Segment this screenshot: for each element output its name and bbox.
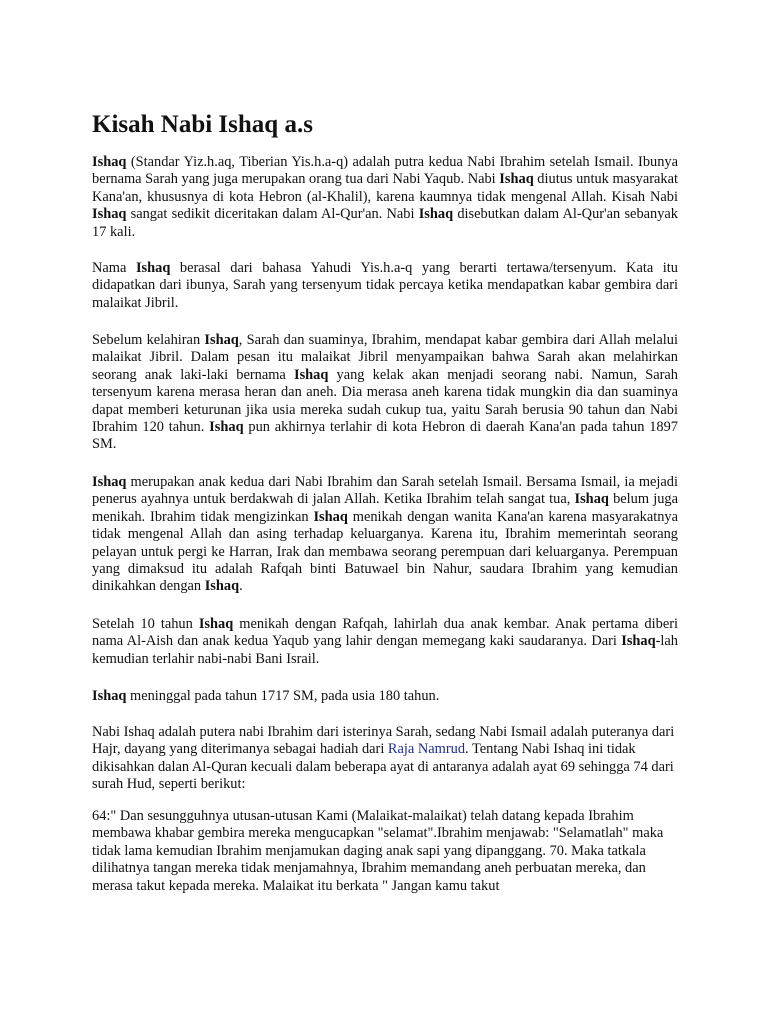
text-run: menikah dengan Rafqah, lahirlah dua anak kembar. Anak pertama diberi nama Al-Aish dan anak kedua Yaqub yang lahir dengan memegang kaki saudaranya. Dari <box>92 616 678 650</box>
bold-term: Ishaq <box>204 578 240 595</box>
text-run: yang kelak akan menjadi seorang nabi. Namun, Sarah tersenyum karena merasa heran dan aneh. Dia merasa aneh karena tidak mungkin dia dan suaminya dapat memberi keturunan jika usia mereka sudah cukup tua, yaitu Sarah berusia 90 tahun dan Nabi Ibrahim 120 tahun. <box>92 366 678 436</box>
paragraph-name-meaning <box>92 260 678 312</box>
text-run: disebutkan dalam Al-Qur'an sebanyak 17 kali. <box>92 206 678 240</box>
text-run: Nabi Ishaq adalah putera nabi Ibrahim dari isterinya Sarah, sedang Nabi Ismail adalah puteranya dari Hajr, dayang yang diterimanya sebagai hadiah dari <box>92 724 675 758</box>
text-run: sangat sedikit diceritakan dalam Al-Qur'an. Nabi <box>126 206 419 223</box>
bold-term: Ishaq <box>313 508 348 525</box>
text-run: belum juga menikah. Ibrahim tidak mengizinkan <box>92 491 678 525</box>
bold-term: Ishaq <box>418 206 454 223</box>
bold-term: Ishaq <box>209 419 244 436</box>
text-run: -lah kemudian terlahir nabi-nabi Bani Israil. <box>92 633 678 667</box>
bold-term: Ishaq <box>92 206 127 223</box>
paragraph-children <box>92 616 678 668</box>
paragraph-intro <box>92 154 678 241</box>
paragraph-marriage <box>92 474 678 596</box>
bold-term: Ishaq <box>198 616 234 632</box>
text-run: . <box>239 578 243 595</box>
text-run: Nama <box>92 260 136 276</box>
bold-term: Ishaq <box>135 260 171 276</box>
paragraph-lineage <box>92 724 678 794</box>
text-run: menikah dengan wanita Kana'an karena masyarakatnya tidak mengenal Allah dan asing terhadap keluarganya. Karena itu, Ibrahim memerintah seorang pelayan untuk pergi ke Harran, Irak dan membawa seorang perempuan dari keluarganya. Perempuan yang dimaksud itu adalah Rafqah binti Batuwael bin Nahur, saudara Ibrahim yang kemudian dinikahkan dengan <box>92 508 678 595</box>
text-run: meninggal pada tahun 1717 SM, pada usia 180 tahun. <box>126 688 440 704</box>
bold-term: Ishaq <box>92 474 127 490</box>
paragraph-quran-quote <box>92 808 678 895</box>
text-run: 64:" Dan sesungguhnya utusan-utusan Kami (Malaikat-malaikat) telah datang kepada Ibrahim membawa khabar gembira mereka mengucapkan "selamat".Ibrahim menjawab: "Selamatlah" maka tidak lama kemudian Ibrahim menjamukan daging anak sapi yang dipanggang. 70. Maka tatkala dilihatnya tangan mereka tidak menjamahnya, Ibrahim memandang aneh perbuatan mereka, dan merasa takut kepada mereka. Malaikat itu berkata " Jangan kamu takut <box>92 808 664 894</box>
text-run: merupakan anak kedua dari Nabi Ibrahim dan Sarah setelah Ismail. Bersama Ismail, ia mejadi penerus ayahnya untuk berdakwah di jalan Allah. Ketika Ibrahim telah sangat tua, <box>92 474 678 508</box>
text-run: , Sarah dan suaminya, Ibrahim, mendapat kabar gembira dari Allah melalui malaikat Jibril. Dalam pesan itu malaikat Jibril menyampaikan bahwa Sarah akan melahirkan seorang anak laki-laki bernama <box>92 332 679 383</box>
text-run: pun akhirnya terlahir di kota Hebron di daerah Kana'an pada tahun 1897 SM. <box>92 419 678 453</box>
raja-namrud-link[interactable]: Raja Namrud <box>387 741 466 758</box>
paragraph-birth <box>92 332 678 454</box>
bold-term: Ishaq <box>574 491 609 508</box>
text-run: . Tentang Nabi Ishaq ini tidak dikisahkan dalan Al-Quran kecuali dalam beberapa ayat di antaranya adalah ayat 69 sehingga 74 dari surah Hud, seperti berikut: <box>92 741 674 793</box>
bold-term: Ishaq <box>92 154 127 170</box>
bold-term: Ishaq <box>204 332 239 348</box>
page-title: Kisah Nabi Ishaq a.s <box>92 111 313 138</box>
text-run: diutus untuk masyarakat Kana'an, khususnya di kota Hebron (al-Khalil), karena kaumnya tidak mengenal Allah. Kisah Nabi <box>92 171 679 205</box>
text-run: (Standar Yiz.h.aq, Tiberian Yis.h.a-q) adalah putra kedua Nabi Ibrahim setelah Ismail. Ibunya bernama Sarah yang juga merupakan orang tua dari Nabi Yaqub. Nabi <box>92 154 678 188</box>
text-run: Sebelum kelahiran <box>92 332 205 348</box>
paragraph-death <box>92 688 678 705</box>
bold-term: Ishaq <box>621 633 656 650</box>
bold-term: Ishaq <box>92 688 127 704</box>
text-run: berasal dari bahasa Yahudi Yis.h.a-q yang berarti tertawa/tersenyum. Kata itu didapatkan dari ibunya, Sarah yang tersenyum tidak percaya ketika mendapatkan kabar gembira dari malaikat Jibril. <box>92 260 678 311</box>
bold-term: Ishaq <box>293 366 329 383</box>
text-run: Setelah 10 tahun <box>92 616 199 632</box>
bold-term: Ishaq <box>499 171 534 188</box>
